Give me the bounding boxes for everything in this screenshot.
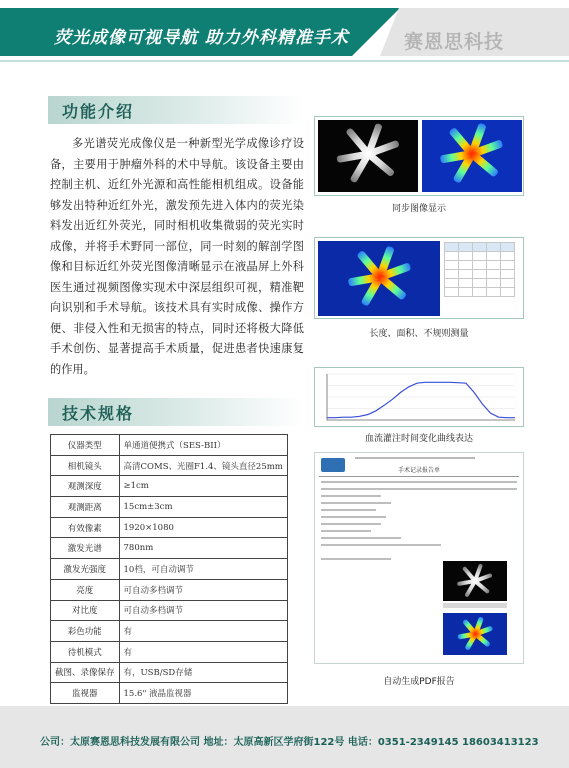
measure-cell — [501, 270, 515, 279]
report-text-line — [321, 544, 441, 546]
sync-display-figure — [314, 116, 524, 196]
measure-cell — [459, 288, 473, 297]
spec-value: 780nm — [119, 538, 287, 559]
spec-label: 有效像素 — [51, 517, 120, 538]
spec-value: 15cm±3cm — [119, 497, 287, 518]
spec-value: 15.6" 液晶监视器 — [119, 683, 287, 704]
petal-shape — [377, 274, 407, 301]
spec-label: 观测距离 — [51, 497, 120, 518]
spec-label: 亮度 — [51, 579, 120, 600]
curve-caption: 血流灌注时间变化曲线表达 — [364, 434, 473, 444]
spec-row — [51, 455, 288, 476]
report-text-line — [321, 488, 517, 490]
spec-row — [51, 435, 288, 456]
spec-label: 观测深度 — [51, 476, 120, 497]
header-divider — [0, 60, 569, 62]
fluorescence-image — [422, 120, 522, 192]
curve-figure — [314, 367, 524, 427]
spec-value: ≥1cm — [119, 476, 287, 497]
spec-row — [51, 683, 288, 704]
spec-value: 高清COMS、光圈F1.4、镜头直径25mm — [119, 455, 287, 476]
spec-row — [51, 641, 288, 662]
petal-shape — [473, 632, 490, 647]
report-header-line — [355, 457, 475, 459]
report-text-line — [321, 502, 391, 504]
measure-cell — [445, 252, 459, 261]
report-caption: 自动生成PDF报告 — [383, 677, 455, 687]
report-gray-thumb — [443, 561, 507, 601]
measure-cell — [445, 279, 459, 288]
measurement-table — [444, 242, 515, 297]
page-header — [0, 0, 569, 62]
measure-cell — [445, 243, 459, 252]
measure-cell — [445, 270, 459, 279]
measure-cell — [473, 288, 487, 297]
spec-table — [50, 434, 288, 704]
spec-value: 有 — [119, 641, 287, 662]
petal-shape — [366, 151, 395, 177]
measure-cell — [487, 270, 501, 279]
measure-cell — [487, 261, 501, 270]
specs-heading: 技术规格 — [62, 404, 135, 423]
measure-cell — [473, 252, 487, 261]
spec-value: 有，USB/SD存储 — [119, 662, 287, 683]
measure-cell — [501, 243, 515, 252]
measure-cell — [487, 243, 501, 252]
intro-heading: 功能介绍 — [62, 102, 135, 121]
measure-cell — [459, 279, 473, 288]
header-title: 荧光成像可视导航 助力外科精准手术 — [54, 28, 349, 48]
sync-caption: 同步图像显示 — [391, 204, 446, 214]
measure-cell — [445, 261, 459, 270]
report-text-line — [321, 523, 381, 525]
measure-cell — [501, 288, 515, 297]
perfusion-curve-chart — [315, 368, 523, 426]
spec-label: 相机镜头 — [51, 455, 120, 476]
spec-value: 10档，可自动调节 — [119, 559, 287, 580]
spec-label: 激发光谱 — [51, 538, 120, 559]
measure-cell — [459, 270, 473, 279]
spec-label: 截图、录像保存 — [51, 662, 120, 683]
spec-label: 激发光强度 — [51, 559, 120, 580]
spec-row — [51, 538, 288, 559]
spec-value: 有 — [119, 621, 287, 642]
spec-label: 仪器类型 — [51, 435, 120, 456]
measure-cell — [473, 243, 487, 252]
measure-cell — [473, 261, 487, 270]
report-text-line — [321, 516, 386, 518]
spec-row — [51, 600, 288, 621]
report-text-line — [321, 509, 376, 511]
spec-label: 监视器 — [51, 683, 120, 704]
report-title: 手术记录报告单 — [397, 467, 440, 474]
spec-value: 可自动多档调节 — [119, 579, 287, 600]
perfusion-series-line — [327, 382, 515, 417]
petal-shape — [474, 579, 490, 594]
measure-cell — [459, 261, 473, 270]
spec-label: 彩色功能 — [51, 621, 120, 642]
spec-row — [51, 517, 288, 538]
petal-shape — [469, 151, 499, 178]
measure-cell — [501, 252, 515, 261]
brand-name: 赛恩思科技 — [404, 31, 505, 53]
report-text-line — [321, 481, 517, 483]
report-thumb-label-bar — [443, 603, 507, 608]
report-figure — [314, 452, 524, 664]
report-text-line — [321, 537, 401, 539]
measure-cell — [473, 279, 487, 288]
spec-label: 对比度 — [51, 600, 120, 621]
measure-cell — [487, 288, 501, 297]
spec-row — [51, 662, 288, 683]
report-text-line — [321, 558, 391, 560]
intro-body: 多光谱荧光成像仪是一种新型光学成像诊疗设备，主要用于肿瘤外科的术中导航。该设备主要由控制主机、近红外光源和高性能相机组成。设备能够发出特种近红外光，激发预先进入体内的荧光染料发出近红外荧光，同时相机收集微弱的荧光实时成像，并将手术野同一部位，同一时刻的解剖学图像和目标近红外荧光图像清晰显示在液晶屏上外科医生通过视频图像实现术中深层组织可视，精准靶向识别和手术导航。该技术具有实时成像、操作方便、非侵入性和无损害的特点，同时还将极大降低手术创伤、显著提高手术质量，促进患者快速康复的作用。 — [50, 137, 304, 376]
footer-contact: 公司：太原赛恩思科技发展有限公司 地址：太原高新区学府街122号 电话：0351-2349145 18603413123 — [40, 737, 539, 748]
report-text-line — [321, 495, 381, 497]
specs-heading-bar — [48, 398, 304, 426]
report-color-thumb — [443, 613, 507, 655]
report-text-line — [321, 530, 371, 532]
measurement-figure — [314, 237, 524, 319]
measure-cell — [487, 252, 501, 261]
spec-row — [51, 559, 288, 580]
spec-value: 1920×1080 — [119, 517, 287, 538]
measure-cell — [501, 261, 515, 270]
spec-label: 待机模式 — [51, 641, 120, 662]
spec-row — [51, 497, 288, 518]
spec-row — [51, 621, 288, 642]
intro-heading-bar — [48, 96, 304, 124]
measure-caption: 长度、面积、不规则测量 — [369, 329, 469, 339]
measure-cell — [459, 243, 473, 252]
report-rule — [319, 476, 519, 477]
spec-row — [51, 579, 288, 600]
measure-cell — [473, 270, 487, 279]
spec-row — [51, 476, 288, 497]
measure-cell — [445, 288, 459, 297]
measure-cell — [487, 279, 501, 288]
spec-value: 单通道便携式（SES-BII） — [119, 435, 287, 456]
grayscale-image — [318, 120, 418, 192]
measure-cell — [459, 252, 473, 261]
spec-value: 可自动多档调节 — [119, 600, 287, 621]
measure-cell — [501, 279, 515, 288]
measurement-image — [318, 241, 440, 316]
